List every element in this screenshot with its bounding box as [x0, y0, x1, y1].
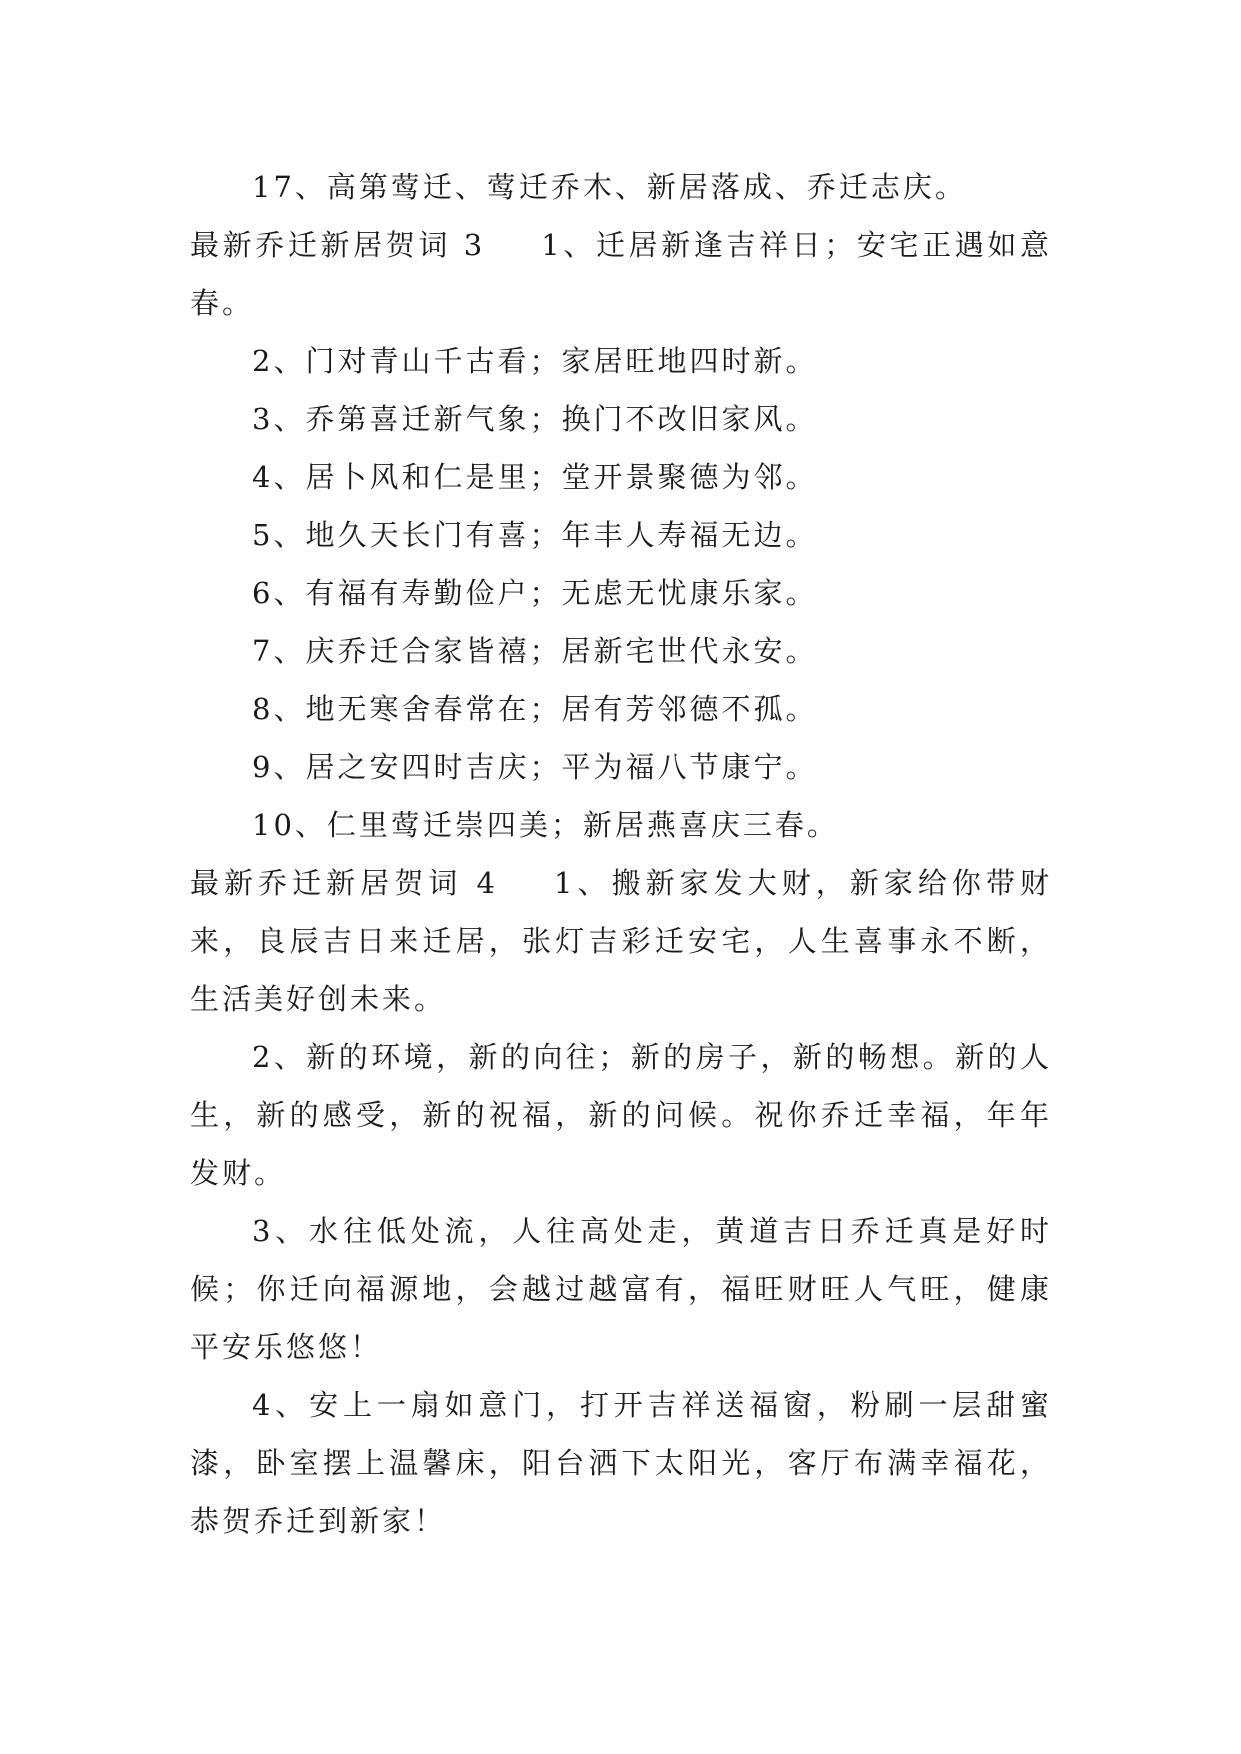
paragraph-item: 3、水往低处流，人往高处走，黄道吉日乔迁真是好时候；你迁向福源地，会越过越富有，福旺财旺人气旺，健康平安乐悠悠！ [190, 1214, 1052, 1364]
paragraph-item: 8、地无寒舍春常在；居有芳邻德不孤。 [252, 692, 818, 726]
paragraph-item: 3、乔第喜迁新气象；换门不改旧家风。 [252, 402, 818, 436]
paragraph-item: 6、有福有寿勤俭户；无虑无忧康乐家。 [252, 576, 818, 610]
section-heading-first-item: 1、迁居新逢吉祥日；安宅正遇如意春。 [190, 228, 1052, 320]
section-heading-first-item: 1、搬新家发大财，新家给你带财来，良辰吉日来迁居，张灯吉彩迁安宅，人生喜事永不断，生活美好创未来。 [190, 866, 1052, 1016]
document-body [190, 158, 1052, 1550]
paragraph-item: 4、居卜风和仁是里；堂开景聚德为邻。 [252, 460, 818, 494]
paragraph-item: 9、居之安四时吉庆；平为福八节康宁。 [252, 750, 818, 784]
paragraph-item: 7、庆乔迁合家皆禧；居新宅世代永安。 [252, 634, 818, 668]
section-heading-3 [190, 216, 1052, 332]
paragraph-item: 10、仁里莺迁崇四美；新居燕喜庆三春。 [252, 808, 839, 842]
paragraph-item: 2、门对青山千古看；家居旺地四时新。 [252, 344, 818, 378]
paragraph-item: 2、新的环境，新的向往；新的房子，新的畅想。新的人生，新的感受，新的祝福，新的问候。祝你乔迁幸福，年年发财。 [190, 1040, 1052, 1190]
section-heading-label: 最新乔迁新居贺词 4 [190, 866, 499, 900]
paragraph-item: 4、安上一扇如意门，打开吉祥送福窗，粉刷一层甜蜜漆，卧室摆上温馨床，阳台洒下太阳光，客厅布满幸福花，恭贺乔迁到新家！ [190, 1388, 1052, 1538]
section-heading-4 [190, 854, 1052, 1028]
paragraph-item-17: 17、高第莺迁、莺迁乔木、新居落成、乔迁志庆。 [252, 170, 967, 204]
section-heading-label: 最新乔迁新居贺词 3 [190, 228, 486, 262]
paragraph-item: 5、地久天长门有喜；年丰人寿福无边。 [252, 518, 818, 552]
